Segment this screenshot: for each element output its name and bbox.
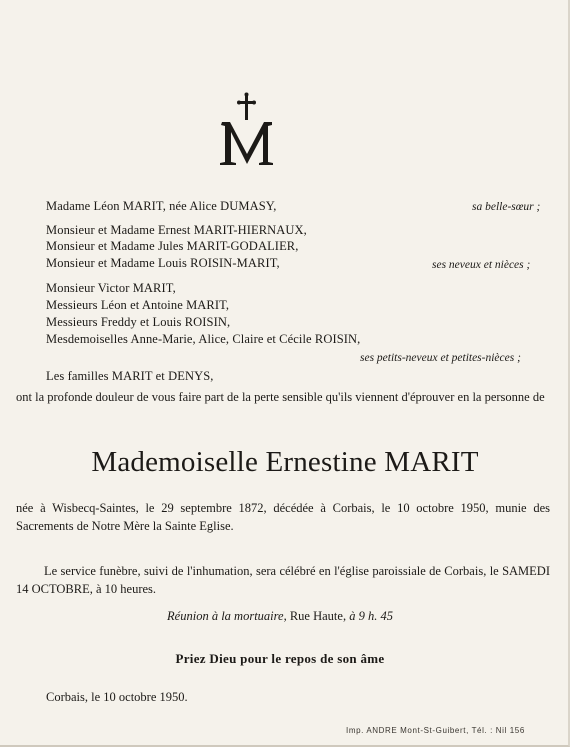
relative-line: Monsieur Victor MARIT, xyxy=(46,281,176,295)
marian-monogram-icon xyxy=(212,92,282,172)
reunion-prefix: Réunion à la mortuaire, xyxy=(167,609,287,623)
birth-death-text: née à Wisbecq-Saintes, le 29 septembre 1872, décédée à Corbais, le 10 octobre 1950, munie des Sacrements de Notre Mère la Sainte Eglise. xyxy=(16,501,550,533)
relative-line: Madame Léon MARIT, née Alice DUMASY, xyxy=(46,199,277,213)
relation-label: ses neveux et nièces ; xyxy=(432,259,531,271)
relative-line: Monsieur et Madame Ernest MARIT-HIERNAUX, xyxy=(46,223,307,237)
dateline: Corbais, le 10 octobre 1950. xyxy=(46,690,188,704)
printer-imprint: Imp. ANDRE Mont-St-Guibert, Tél. : Nil 156 xyxy=(346,726,525,735)
relation-label: sa belle-sœur ; xyxy=(472,201,541,213)
prayer-line: Priez Dieu pour le repos de son âme xyxy=(175,651,385,666)
service-text: Le service funèbre, suivi de l'inhumation, sera célébré en l'église paroissiale de Corbais, le SAMEDI 14 OCTOBRE, à 10 heures. xyxy=(16,564,550,596)
relative-line: Messieurs Léon et Antoine MARIT, xyxy=(46,298,230,312)
relative-line: Monsieur et Madame Louis ROISIN-MARIT, xyxy=(46,256,280,270)
reunion-street: Rue Haute, xyxy=(286,609,350,623)
deceased-name: Mademoiselle Ernestine MARIT xyxy=(91,446,479,478)
relative-line: Monsieur et Madame Jules MARIT-GODALIER, xyxy=(46,239,299,253)
reunion-time: à 9 h. 45 xyxy=(349,609,393,623)
relative-line: Messieurs Freddy et Louis ROISIN, xyxy=(46,315,231,329)
announcement-text: ont la profonde douleur de vous faire part de la perte sensible qu'ils viennent d'éprouver en la personne de xyxy=(16,390,545,404)
relative-line: Mesdemoiselles Anne-Marie, Alice, Claire et Cécile ROISIN, xyxy=(46,332,361,346)
relation-label: ses petits-neveux et petites-nièces ; xyxy=(360,352,521,364)
relative-line: Les familles MARIT et DENYS, xyxy=(46,369,214,383)
reunion-line xyxy=(0,609,560,624)
